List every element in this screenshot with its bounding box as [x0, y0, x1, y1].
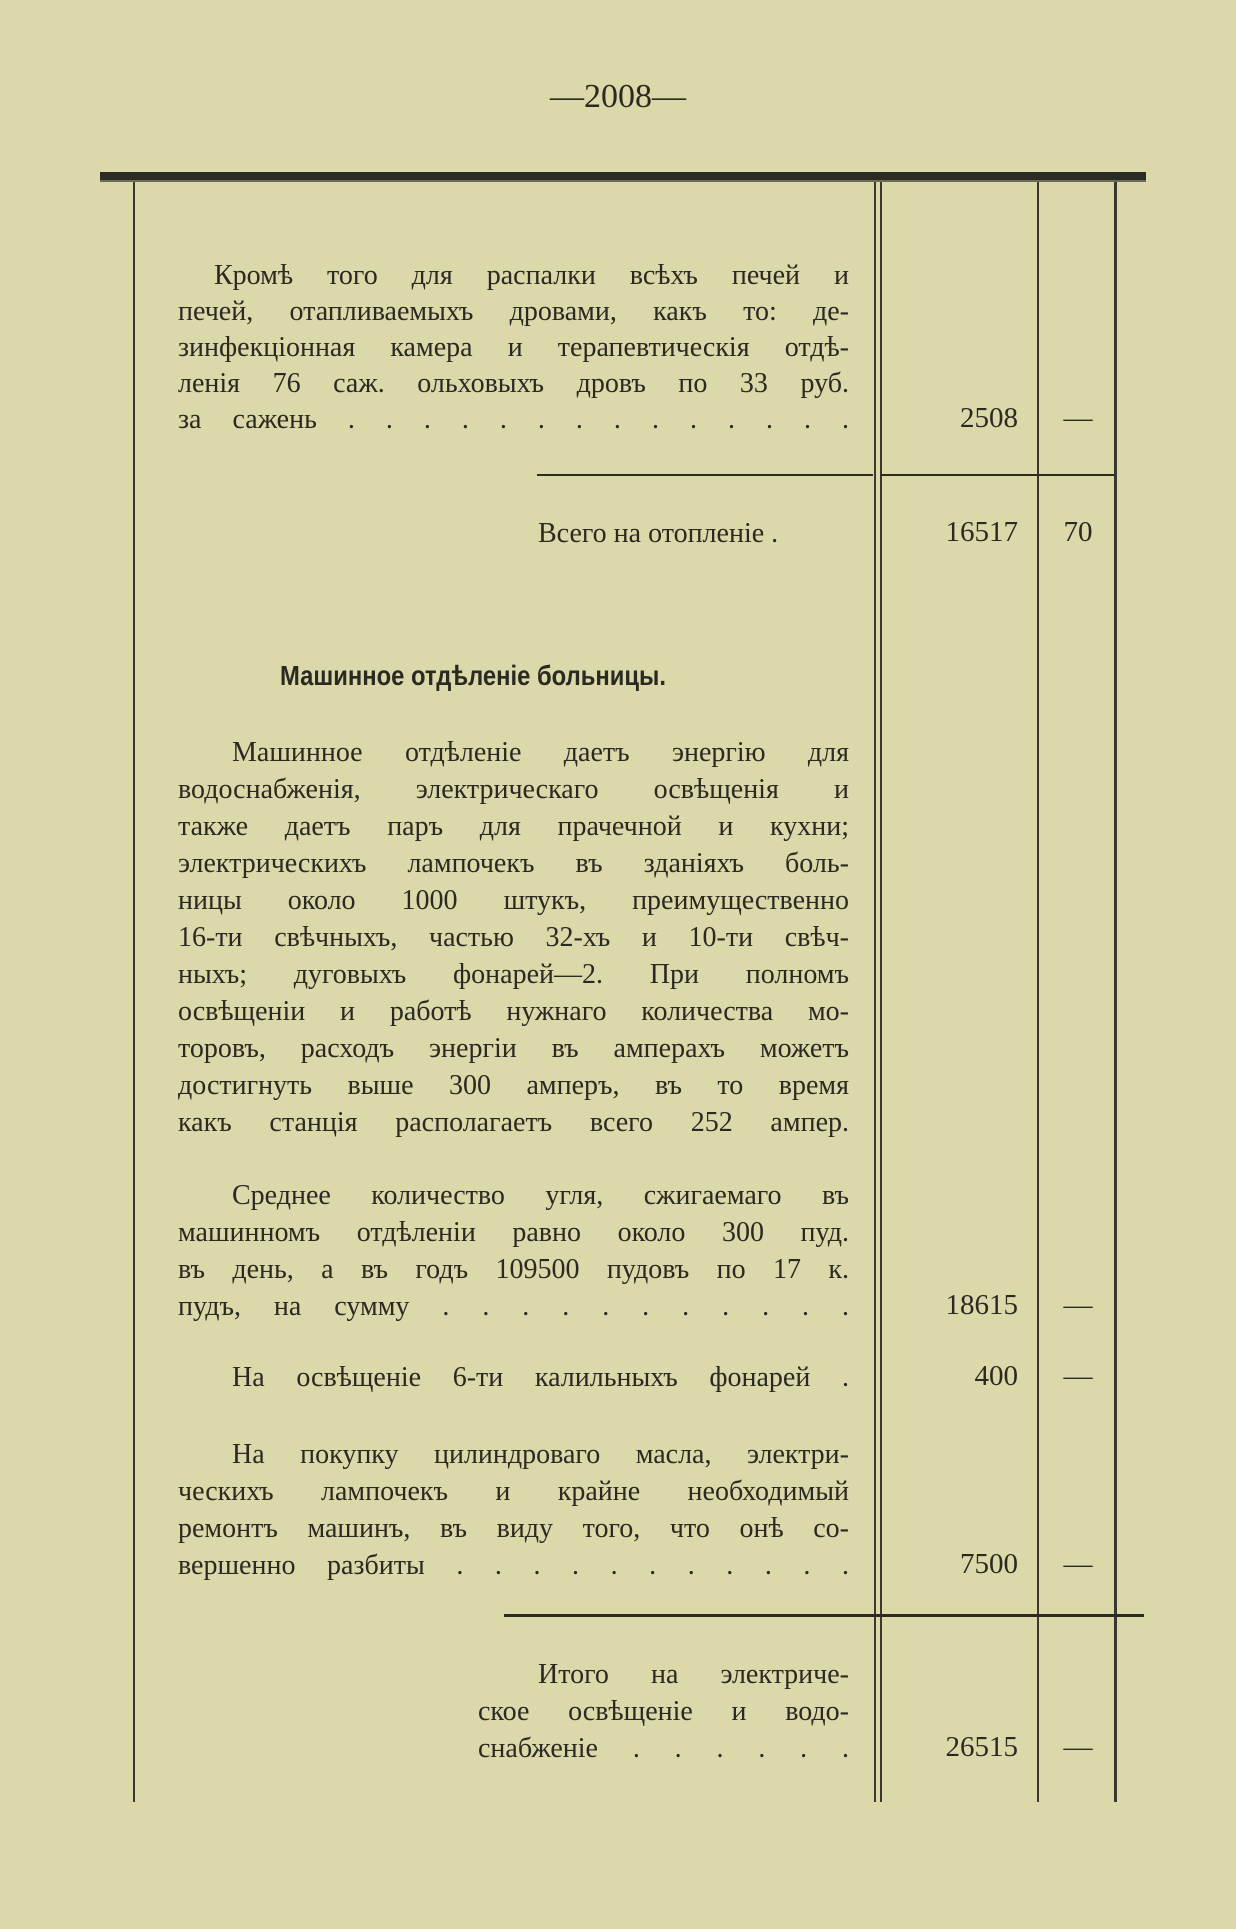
- electric-total-amount: 26515: [945, 1731, 1018, 1763]
- text-line: зинфекціонная камера и терапевтическія отдѣ-: [178, 332, 849, 363]
- electric-total-kop: —: [1063, 1731, 1093, 1763]
- text-line: На покупку цилиндроваго масла, электри-: [232, 1439, 849, 1470]
- kopecks: —: [1063, 1360, 1093, 1392]
- amount: 7500: [960, 1548, 1018, 1580]
- top-rule: [100, 172, 1146, 182]
- text-line: какъ станція располагаетъ всего 252 ампер.: [178, 1107, 849, 1138]
- text-line: въ день, а въ годъ 109500 пудовъ по 17 к.: [178, 1254, 849, 1285]
- text-line: освѣщеніи и работѣ нужнаго количества мо-: [178, 996, 849, 1027]
- amount: 2508: [960, 402, 1018, 434]
- kop-column-line: [1037, 182, 1039, 1802]
- kopecks: —: [1063, 1289, 1093, 1321]
- section-heading: Машинное отдѣленіе больницы.: [280, 660, 666, 691]
- text-line: электрическихъ лампочекъ въ зданіяхъ боль-: [178, 848, 849, 879]
- text-line: достигнуть выше 300 амперъ, въ то время: [178, 1070, 849, 1101]
- text-line: ныхъ; дуговыхъ фонарей—2. При полномъ: [178, 959, 849, 990]
- text-line: На освѣщеніе 6-ти калильныхъ фонарей .: [232, 1362, 849, 1393]
- subtotal-rule-2: [880, 474, 1114, 476]
- text-line: Машинное отдѣленіе даетъ энергію для: [232, 737, 849, 768]
- text-line: вершенно разбиты . . . . . . . . . . .: [178, 1550, 849, 1581]
- text-line: снабженіе . . . . . .: [478, 1733, 849, 1764]
- text-line: также даетъ паръ для прачечной и кухни;: [178, 811, 849, 842]
- text-line: Кромѣ того для распалки всѣхъ печей и: [214, 260, 849, 291]
- text-line: Итого на электриче-: [538, 1659, 849, 1690]
- amount: 400: [974, 1360, 1018, 1392]
- text-line: водоснабженія, электрическаго освѣщенія и: [178, 774, 849, 805]
- text-line: машинномъ отдѣленіи равно около 300 пуд.: [178, 1217, 849, 1248]
- text-line: торовъ, расходъ энергіи въ амперахъ можетъ: [178, 1033, 849, 1064]
- page-number: —2008—: [550, 78, 686, 115]
- text-line: 16-ти свѣчныхъ, частью 32-хъ и 10-ти свѣч-: [178, 922, 849, 953]
- text-line: за сажень . . . . . . . . . . . . . .: [178, 404, 849, 435]
- total-rule: [504, 1614, 1144, 1617]
- amount-column-line: [874, 182, 876, 1802]
- text-line: ское освѣщеніе и водо-: [478, 1696, 849, 1727]
- text-line: ремонтъ машинъ, въ виду того, что онѣ со-: [178, 1513, 849, 1544]
- left-column-line: [133, 182, 135, 1802]
- heating-total-label: Всего на отопленіе .: [538, 518, 779, 549]
- kopecks: —: [1063, 1548, 1093, 1580]
- text-line: пудъ, на сумму . . . . . . . . . . .: [178, 1291, 849, 1322]
- heating-total-kop: 70: [1063, 516, 1093, 548]
- heating-total-amount: 16517: [945, 516, 1018, 548]
- amount: 18615: [945, 1289, 1018, 1321]
- text-line: ницы около 1000 штукъ, преимущественно: [178, 885, 849, 916]
- subtotal-rule: [537, 474, 873, 476]
- text-line: Среднее количество угля, сжигаемаго въ: [232, 1180, 849, 1211]
- text-line: печей, отапливаемыхъ дровами, какъ то: де-: [178, 296, 849, 327]
- kopecks: —: [1063, 402, 1093, 434]
- text-line: ческихъ лампочекъ и крайне необходимый: [178, 1476, 849, 1507]
- text-line: ленія 76 саж. ольховыхъ дровъ по 33 руб.: [178, 368, 849, 399]
